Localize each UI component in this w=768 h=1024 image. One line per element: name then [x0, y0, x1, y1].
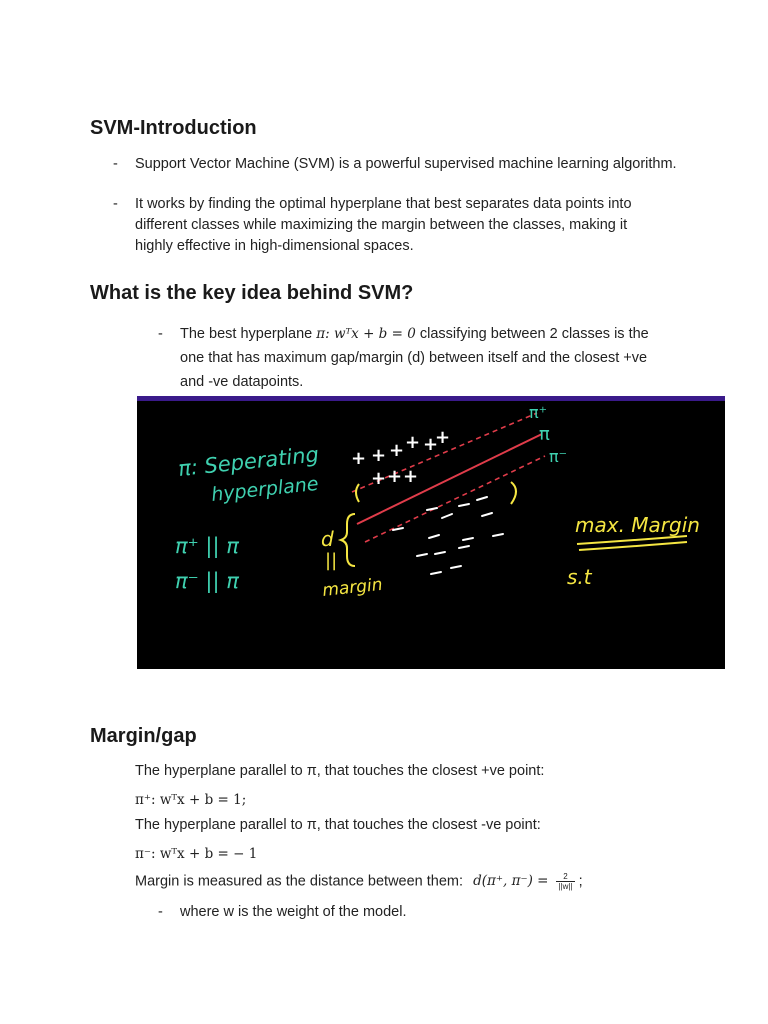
board-left-line-3: π⁺ || π: [175, 534, 239, 558]
margin-line-1: The hyperplane parallel to π, that touches the closest +ve point:: [135, 763, 545, 779]
st-label: s.t: [567, 565, 592, 589]
margin-arrow-right: [511, 482, 516, 504]
plus-point: +: [403, 466, 419, 487]
d-label: d: [321, 527, 334, 551]
intro-bullet-2-text: It works by finding the optimal hyperplane that best separates data points into different classes while maximizing the margin between the classes, making it highly effective in high-dimensional spaces.: [135, 196, 632, 254]
whiteboard-drawing: [137, 396, 725, 669]
equation-terminator: ;: [578, 873, 583, 890]
minus-point: [427, 508, 437, 510]
bullet-dash: -: [158, 326, 163, 342]
section-title-margin: Margin/gap: [90, 725, 197, 747]
minus-point: [477, 497, 487, 500]
max-margin-label: max. Margin: [575, 513, 700, 537]
plus-point: +: [371, 468, 387, 489]
plus-point: +: [387, 466, 403, 487]
minus-point: [459, 546, 469, 548]
key-idea-suffix: classifying between 2 classes is the one that has maximum gap/margin (d) between itself and the closest +ve and -ve datapoints.: [180, 326, 649, 390]
intro-bullet-2: [113, 194, 665, 257]
margin-line-2: The hyperplane parallel to π, that touches the closest -ve point:: [135, 817, 541, 833]
plane-label-pi: π: [539, 424, 550, 445]
minus-point: [459, 504, 469, 506]
plus-point: +: [389, 440, 405, 461]
plus-point: +: [423, 434, 439, 455]
key-idea-bullet: [158, 322, 675, 394]
board-left-line-4: π⁻ || π: [175, 569, 239, 593]
bullet-dash: -: [158, 904, 163, 920]
minus-point: [435, 552, 445, 554]
section-title-intro: SVM-Introduction: [90, 117, 257, 139]
max-margin-underline: [577, 536, 687, 550]
intro-bullet-1: [113, 154, 695, 175]
plane-label-pi-plus: π⁺: [529, 403, 548, 422]
margin-arrow-left: [356, 484, 359, 502]
board-left-line-1: π: Seperating: [177, 442, 320, 481]
fraction-numerator: 2: [556, 872, 574, 882]
margin-sub-bullet-text: where w is the weight of the model.: [180, 904, 407, 920]
positive-points: [351, 427, 450, 489]
section-title-key-idea: What is the key idea behind SVM?: [90, 282, 414, 304]
hyperplane-equation: π: wᵀx + b = 0: [316, 326, 416, 342]
minus-point: [431, 572, 441, 574]
plus-point: +: [435, 427, 451, 448]
plane-label-pi-minus: π⁻: [549, 447, 568, 466]
margin-equation-2: π⁻: wᵀx + b = − 1: [135, 846, 258, 862]
margin-sub-bullet: [158, 902, 660, 923]
minus-point: [463, 538, 473, 540]
margin-label: margin: [321, 574, 384, 601]
bullet-dash: -: [113, 196, 118, 212]
plus-point: +: [405, 432, 421, 453]
minus-point: [442, 514, 452, 518]
margin-line-3-text: Margin is measured as the distance between them:: [135, 873, 464, 890]
minus-point: [417, 554, 427, 556]
negative-points: [393, 497, 503, 574]
plus-point: +: [371, 445, 387, 466]
top-band: [137, 396, 725, 401]
equals-mark: ||: [325, 550, 338, 571]
key-idea-prefix: The best hyperplane: [180, 326, 317, 342]
minus-point: [393, 528, 403, 530]
margin-distance-lhs: d(π⁺, π⁻) =: [473, 873, 549, 890]
minus-point: [493, 534, 503, 536]
whiteboard-figure: [137, 396, 725, 669]
minus-point: [482, 513, 492, 516]
fraction-denominator: ||w||: [558, 882, 573, 891]
plus-point: +: [351, 448, 367, 469]
minus-point: [451, 566, 461, 568]
board-left-line-2: hyperplane: [210, 472, 320, 506]
margin-fraction: [556, 872, 574, 891]
margin-line-3: [135, 872, 583, 891]
bullet-dash: -: [113, 156, 118, 172]
margin-brace: [341, 514, 355, 566]
minus-point: [429, 535, 439, 538]
intro-bullet-1-text: Support Vector Machine (SVM) is a powerful supervised machine learning algorithm.: [135, 156, 677, 172]
margin-equation-1: π⁺: wᵀx + b = 1;: [135, 792, 247, 808]
